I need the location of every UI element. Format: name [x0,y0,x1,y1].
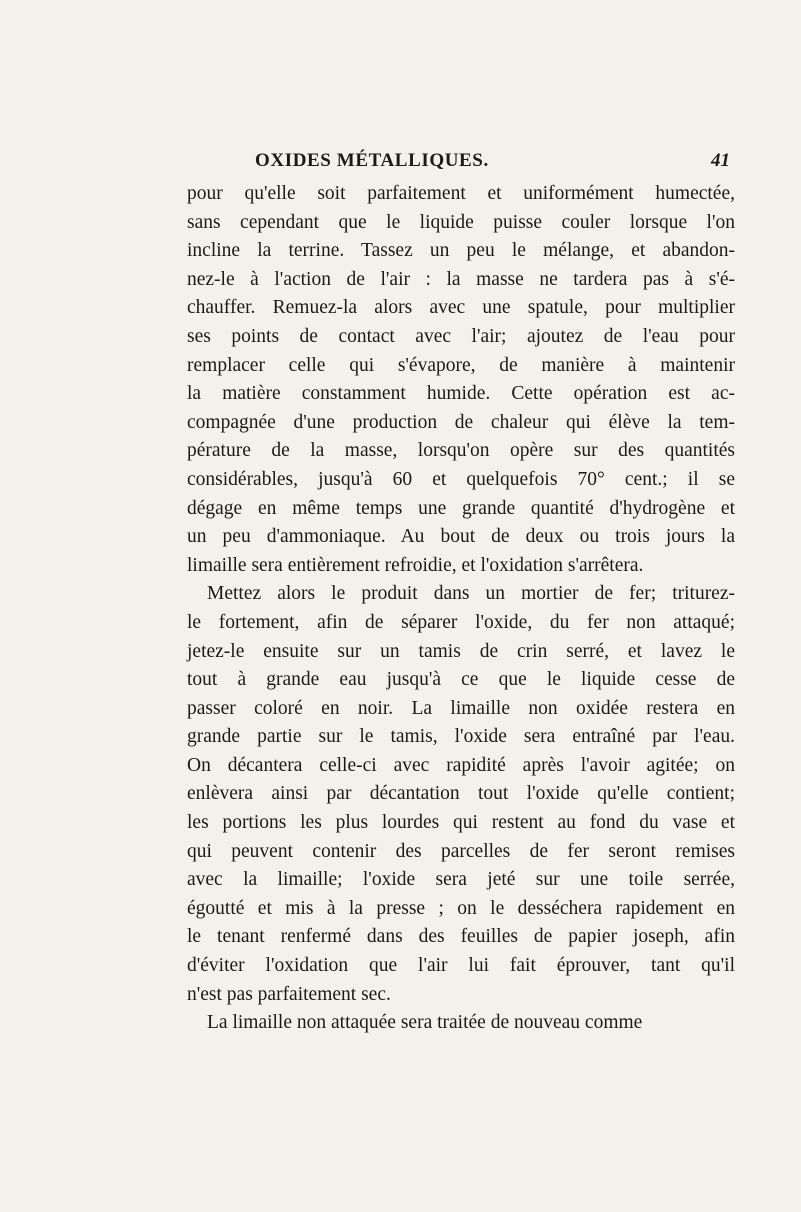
page-number: 41 [711,150,730,171]
text-line: compagnée d'une production de chaleur qui élève la tem- [187,411,735,433]
text-line: qui peuvent contenir des parcelles de fer seront remises [187,840,735,862]
text-line: dégage en même temps une grande quantité d'hydrogène et [187,497,735,519]
text-line: chauffer. Remuez-la alors avec une spatule, pour multiplier [187,297,735,319]
text-line: pérature de la masse, lorsqu'on opère sur des quantités [187,440,735,462]
text-line: grande partie sur le tamis, l'oxide sera entraîné par l'eau. [187,726,735,748]
paragraph-start-line: Mettez alors le produit dans un mortier de fer; triturez- [207,583,735,605]
text-line: limaille sera entièrement refroidie, et l'oxidation s'arrêtera. [187,554,644,576]
text-line: sans cependant que le liquide puisse couler lorsque l'on [187,211,735,233]
body-text [187,180,735,1038]
running-title: OXIDES MÉTALLIQUES. [255,150,489,171]
text-line: tout à grande eau jusqu'à ce que le liquide cesse de [187,669,735,691]
paragraph-start-line: La limaille non attaquée sera traitée de nouveau comme [207,1012,643,1034]
text-line: considérables, jusqu'à 60 et quelquefois 70° cent.; il se [187,468,735,490]
text-line: pour qu'elle soit parfaitement et uniformément humectée, [187,183,735,204]
text-line: égoutté et mis à la presse ; on le desséchera rapidement en [187,897,735,919]
running-head [190,150,730,176]
text-line: d'éviter l'oxidation que l'air lui fait éprouver, tant qu'il [187,955,735,977]
text-line: le tenant renfermé dans des feuilles de papier joseph, afin [187,926,735,948]
text-line: nez-le à l'action de l'air : la masse ne tardera pas à s'é- [187,268,735,290]
text-line: un peu d'ammoniaque. Au bout de deux ou trois jours la [187,526,735,548]
text-line: passer coloré en noir. La limaille non oxidée restera en [187,697,735,719]
text-line: avec la limaille; l'oxide sera jeté sur une toile serrée, [187,869,735,891]
text-line: le fortement, afin de séparer l'oxide, du fer non attaqué; [187,611,735,633]
text-line: enlèvera ainsi par décantation tout l'oxide qu'elle contient; [187,783,735,805]
text-line: remplacer celle qui s'évapore, de manière à maintenir [187,354,735,376]
text-line: les portions les plus lourdes qui restent au fond du vase et [187,812,735,834]
text-line: n'est pas parfaitement sec. [187,983,391,1005]
text-line: la matière constamment humide. Cette opération est ac- [187,383,735,405]
text-line: ses points de contact avec l'air; ajoutez de l'eau pour [187,325,735,347]
text-line: On décantera celle-ci avec rapidité après l'avoir agitée; on [187,754,735,776]
text-line: incline la terrine. Tassez un peu le mélange, et abandon- [187,240,735,262]
text-line: jetez-le ensuite sur un tamis de crin serré, et lavez le [187,640,735,662]
